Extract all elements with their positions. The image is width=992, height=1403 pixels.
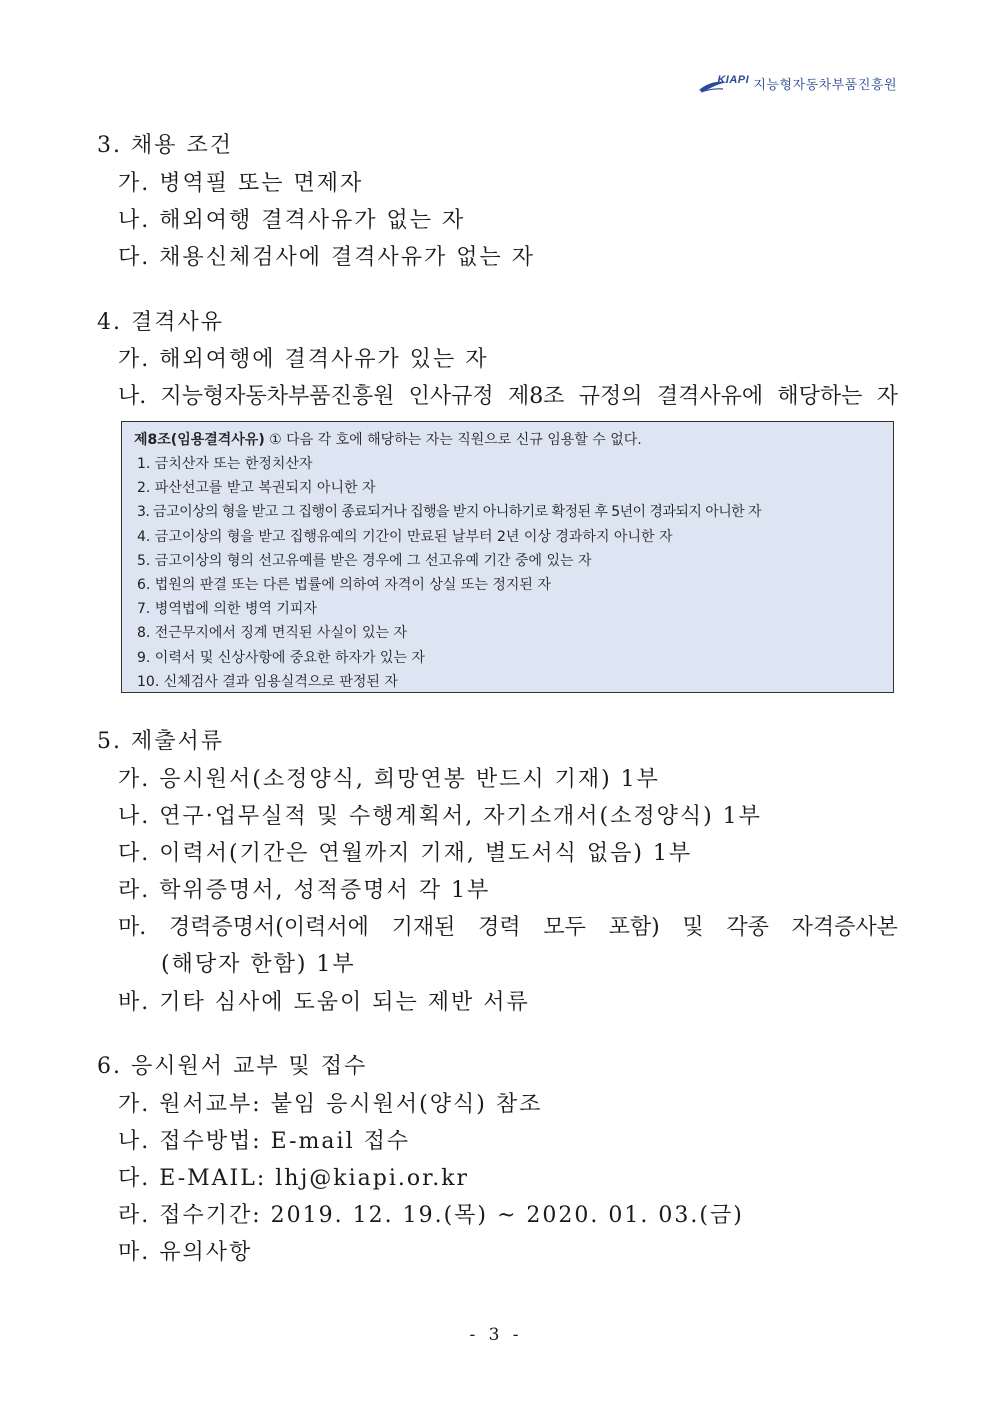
section-5-item: 다. 이력서(기간은 연월까지 기재, 별도서식 없음) 1부 <box>118 841 693 866</box>
word: 나. <box>118 384 147 409</box>
section-4-item: 가. 해외여행에 결격사유가 있는 자 <box>118 347 489 372</box>
word: 및 <box>682 915 704 940</box>
regulation-intro: ① 다음 각 호에 해당하는 자는 직원으로 신규 임용할 수 없다. <box>264 432 642 448</box>
section-5-item: 가. 응시원서(소정양식, 희망연봉 반드시 기재) 1부 <box>118 767 660 792</box>
section-6-item: 마. 유의사항 <box>118 1240 253 1265</box>
section-6-item: 가. 원서교부: 붙임 응시원서(양식) 참조 <box>118 1092 543 1117</box>
section-5-item-justified <box>118 910 898 941</box>
regulation-item: 2. 파산선고를 받고 복권되지 아니한 자 <box>137 480 376 497</box>
section-3-item: 다. 채용신체검사에 결격사유가 없는 자 <box>118 245 535 270</box>
section-4-title: 4. 결격사유 <box>97 310 224 335</box>
word: 모두 <box>543 915 586 940</box>
regulation-item: 7. 병역법에 의한 병역 기피자 <box>137 601 317 618</box>
regulation-item: 6. 법원의 판결 또는 다른 법률에 의하여 자격이 상실 또는 정지된 자 <box>137 577 551 594</box>
section-3-item: 가. 병역필 또는 면제자 <box>118 171 364 196</box>
section-4-item-justified <box>118 379 898 410</box>
section-5-item: 나. 연구·업무실적 및 수행계획서, 자기소개서(소정양식) 1부 <box>118 804 762 829</box>
regulation-item: 1. 금치산자 또는 한정치산자 <box>137 456 313 472</box>
section-6-item: 다. E-MAIL: lhj@kiapi.or.kr <box>118 1166 470 1191</box>
word: 각종 <box>726 915 769 940</box>
word: 자격증사본 <box>791 915 898 940</box>
section-5-title: 5. 제출서류 <box>97 729 224 754</box>
section-6-item: 라. 접수기간: 2019. 12. 19.(목) ~ 2020. 01. 03.(금) <box>118 1203 744 1228</box>
word: 해당하는 <box>777 384 863 409</box>
regulation-item: 4. 금고이상의 형을 받고 집행유예의 기간이 만료된 날부터 2년 이상 경과하지 아니한 자 <box>137 528 673 545</box>
regulation-list <box>134 452 881 694</box>
word: 지능형자동차부품진흥원 <box>160 384 395 409</box>
section-6-item: 나. 접수방법: E-mail 접수 <box>118 1129 411 1154</box>
page-number: - 3 - <box>469 1325 523 1345</box>
regulation-item: 10. 신체검사 결과 임용실격으로 판정된 자 <box>137 673 398 690</box>
regulation-item: 9. 이력서 및 신상사항에 중요한 하자가 있는 자 <box>137 649 425 666</box>
logo-mark-text: KIAPI <box>717 74 750 86</box>
regulation-box <box>121 421 894 693</box>
regulation-heading <box>134 428 881 452</box>
section-5-item-continuation: (해당자 한함) 1부 <box>161 952 356 977</box>
section-3-item: 나. 해외여행 결격사유가 없는 자 <box>118 208 466 233</box>
word: 기재된 <box>391 915 456 940</box>
section-3-title: 3. 채용 조건 <box>97 133 233 158</box>
header-logo <box>697 72 897 94</box>
word: 결격사유에 <box>656 384 764 409</box>
word: 제8조 <box>507 384 565 409</box>
section-6-title: 6. 응시원서 교부 및 접수 <box>97 1054 368 1079</box>
word: 규정의 <box>578 384 643 409</box>
word: 인사규정 <box>408 384 494 409</box>
section-5-item: 라. 학위증명서, 성적증명서 각 1부 <box>118 878 491 903</box>
org-name: 지능형자동차부품진흥원 <box>753 77 897 93</box>
regulation-item: 5. 금고이상의 형의 선고유예를 받은 경우에 그 선고유예 기간 중에 있는 자 <box>137 552 592 569</box>
word: 마. <box>118 915 147 940</box>
word: 자 <box>876 384 898 409</box>
word: 경력 <box>478 915 521 940</box>
regulation-item: 3. 금고이상의 형을 받고 그 집행이 종료되거나 집행을 받지 아니하기로 확정된 후 5년이 경과되지 아니한 자 <box>137 504 762 521</box>
kiapi-logo-icon <box>697 72 749 94</box>
section-5-item: 바. 기타 심사에 도움이 되는 제반 서류 <box>118 990 530 1015</box>
regulation-article: 제8조(임용결격사유) <box>134 432 265 448</box>
word: 경력증명서(이력서에 <box>168 915 369 940</box>
word: 포함) <box>608 915 660 940</box>
regulation-item: 8. 전근무지에서 징계 면직된 사실이 있는 자 <box>137 625 407 642</box>
